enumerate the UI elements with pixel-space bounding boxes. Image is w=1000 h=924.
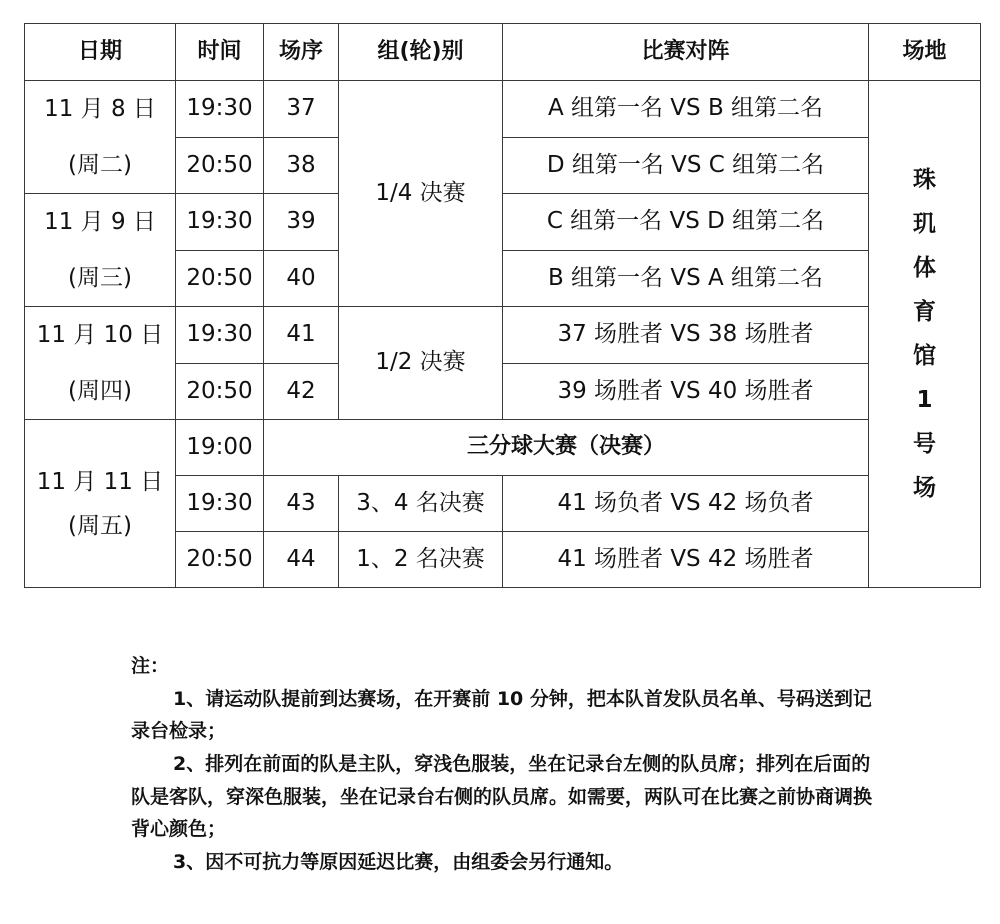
time-cell: 19:30 [176, 81, 264, 138]
header-date: 日期 [25, 24, 176, 81]
header-time: 时间 [176, 24, 264, 81]
time-cell: 20:50 [176, 137, 264, 194]
date-label: 11 月 11 日 [36, 468, 164, 495]
time-cell: 20:50 [176, 532, 264, 588]
notes-section [131, 650, 876, 879]
header-match-no: 场序 [264, 24, 339, 81]
venue-cell [869, 81, 981, 588]
note-item: 1、请运动队提前到达赛场，在开赛前 10 分钟，把本队首发队员名单、号码送到记录台检录； [131, 687, 872, 743]
matchup-cell: B 组第一名 VS A 组第二名 [503, 250, 869, 307]
notes-title: 注： [131, 655, 170, 677]
venue-char: 珠 [913, 167, 936, 193]
group-cell: 1、2 名决赛 [339, 532, 503, 588]
venue-char: 玑 [913, 211, 936, 237]
time-cell: 19:30 [176, 476, 264, 532]
match-no-cell: 40 [264, 250, 339, 307]
weekday-label: (周二) [68, 152, 132, 178]
header-venue: 场地 [869, 24, 981, 81]
matchup-cell: 39 场胜者 VS 40 场胜者 [503, 363, 869, 420]
group-cell-quarterfinal: 1/4 决赛 [339, 81, 503, 307]
match-no-cell: 37 [264, 81, 339, 138]
matchup-cell: D 组第一名 VS C 组第二名 [503, 137, 869, 194]
date-label: 11 月 9 日 [44, 209, 156, 235]
match-no-cell: 42 [264, 363, 339, 420]
matchup-cell: 37 场胜者 VS 38 场胜者 [503, 307, 869, 364]
weekday-label: (周五) [68, 512, 132, 539]
date-label: 11 月 8 日 [44, 96, 156, 122]
time-cell: 20:50 [176, 363, 264, 420]
table-row [25, 194, 981, 251]
group-cell: 3、4 名决赛 [339, 476, 503, 532]
matchup-cell: 41 场胜者 VS 42 场胜者 [503, 532, 869, 588]
match-no-cell: 38 [264, 137, 339, 194]
date-cell [25, 307, 176, 420]
table-row [25, 420, 981, 476]
header-matchup: 比赛对阵 [503, 24, 869, 81]
date-cell [25, 420, 176, 588]
venue-char: 1 [916, 387, 933, 413]
weekday-label: (周四) [68, 378, 132, 404]
time-cell: 19:30 [176, 307, 264, 364]
venue-char: 体 [913, 255, 936, 281]
date-cell [25, 194, 176, 307]
match-no-cell: 39 [264, 194, 339, 251]
time-cell: 19:00 [176, 420, 264, 476]
weekday-label: (周三) [68, 265, 132, 291]
match-no-cell: 41 [264, 307, 339, 364]
note-item: 2、排列在前面的队是主队，穿浅色服装，坐在记录台左侧的队员席；排列在后面的队是客队，穿深色服装，坐在记录台右侧的队员席。如需要，两队可在比赛之前协商调换背心颜色； [131, 753, 873, 841]
matchup-cell: 41 场负者 VS 42 场负者 [503, 476, 869, 532]
match-no-cell: 43 [264, 476, 339, 532]
schedule-table [24, 23, 981, 588]
group-cell-semifinal: 1/2 决赛 [339, 307, 503, 420]
header-row [25, 24, 981, 81]
note-item: 3、因不可抗力等原因延迟比赛，由组委会另行通知。 [173, 851, 624, 874]
match-no-cell: 44 [264, 532, 339, 588]
time-cell: 19:30 [176, 194, 264, 251]
venue-char: 号 [913, 431, 936, 457]
date-cell [25, 81, 176, 194]
matchup-cell: A 组第一名 VS B 组第二名 [503, 81, 869, 138]
header-group: 组(轮)别 [339, 24, 503, 81]
special-event-cell: 三分球大赛（决赛） [264, 420, 869, 476]
time-cell: 20:50 [176, 250, 264, 307]
table-row [25, 307, 981, 364]
venue-char: 场 [913, 475, 936, 501]
table-row [25, 81, 981, 138]
date-label: 11 月 10 日 [36, 322, 164, 348]
venue-char: 馆 [913, 343, 936, 369]
matchup-cell: C 组第一名 VS D 组第二名 [503, 194, 869, 251]
venue-char: 育 [913, 299, 936, 325]
